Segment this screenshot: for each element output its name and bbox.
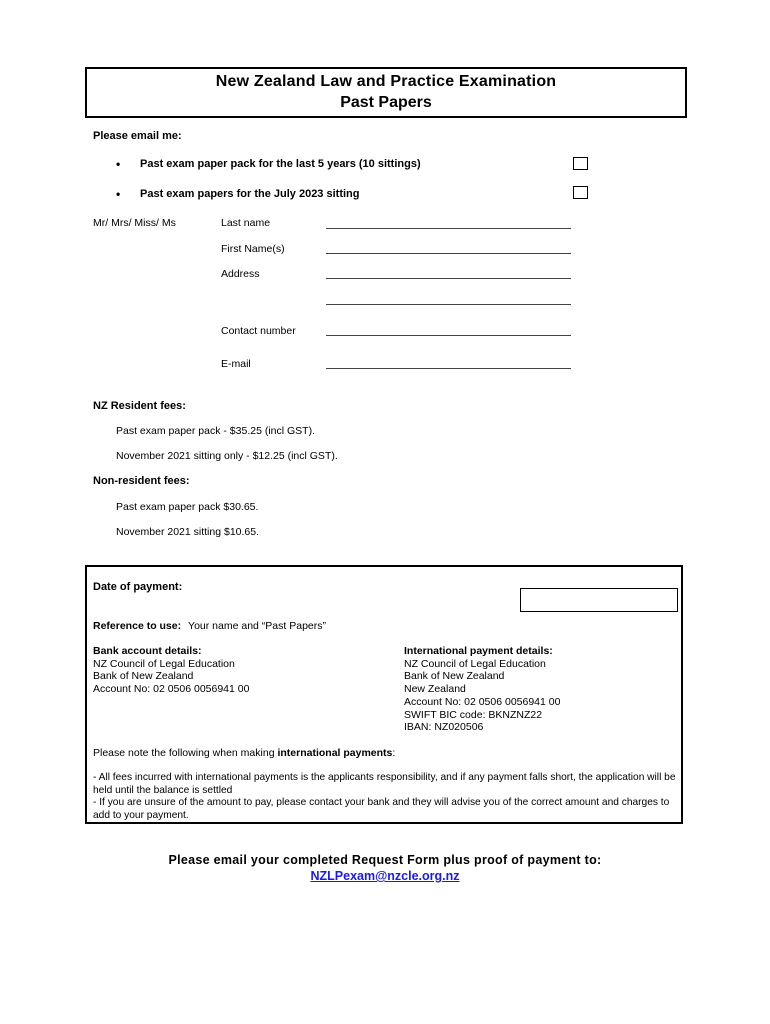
reference-line — [93, 620, 326, 632]
non-resident-fee-pack: Past exam paper pack $30.65. — [116, 501, 259, 513]
international-details-line: Account No: 02 0506 0056941 00 — [404, 695, 561, 708]
nz-fee-pack: Past exam paper pack - $35.25 (incl GST). — [116, 425, 316, 437]
notes-list — [93, 772, 677, 822]
address-field-line-2[interactable] — [326, 304, 571, 305]
contact-number-field[interactable] — [326, 335, 571, 336]
international-details-line: SWIFT BIC code: BKNZNZ22 — [404, 708, 543, 721]
bullet-icon: • — [116, 157, 121, 171]
international-details-heading: International payment details: — [404, 645, 553, 657]
option-july-label: Past exam papers for the July 2023 sitting — [140, 188, 360, 200]
address-label: Address — [221, 268, 260, 280]
contact-email-link[interactable]: NZLPexam@nzcle.org.nz — [310, 869, 460, 883]
international-details-line: NZ Council of Legal Education — [404, 657, 546, 670]
page-title: New Zealand Law and Practice Examination — [215, 73, 557, 90]
note-bold: international payments — [277, 747, 393, 759]
date-of-payment-field[interactable] — [520, 588, 678, 612]
bank-details-heading: Bank account details: — [93, 645, 202, 657]
note-item: - If you are unsure of the amount to pay, please contact your bank and they will advise you of the correct amount and charges to add to your payment. — [93, 797, 670, 821]
international-details-line: New Zealand — [404, 683, 466, 696]
option-july-checkbox[interactable] — [573, 186, 588, 199]
bank-details-line: NZ Council of Legal Education — [93, 657, 235, 670]
email-label: E-mail — [221, 358, 251, 370]
nz-fees-heading: NZ Resident fees: — [93, 400, 186, 412]
footer-instruction: Please email your completed Request Form plus proof of payment to: — [168, 853, 602, 867]
bank-details-line: Bank of New Zealand — [93, 670, 194, 683]
request-intro: Please email me: — [93, 130, 182, 142]
non-resident-fee-sitting: November 2021 sitting $10.65. — [116, 526, 260, 538]
option-pack-checkbox[interactable] — [573, 157, 588, 170]
salutation-label: Mr/ Mrs/ Miss/ Ms — [93, 217, 176, 229]
first-name-label: First Name(s) — [221, 243, 285, 255]
reference-label: Reference to use: — [93, 620, 182, 632]
international-details-line: Bank of New Zealand — [404, 670, 505, 683]
international-details — [404, 645, 674, 734]
last-name-label: Last name — [221, 217, 271, 229]
note-prefix: Please note the following when making — [93, 747, 278, 759]
option-pack-label: Past exam paper pack for the last 5 years (10 sittings) — [140, 158, 421, 170]
non-resident-fees-heading: Non-resident fees: — [93, 475, 190, 487]
date-of-payment-label: Date of payment: — [93, 581, 183, 593]
bank-details — [93, 645, 373, 696]
nz-fee-sitting: November 2021 sitting only - $12.25 (incl GST). — [116, 450, 338, 462]
last-name-field[interactable] — [326, 228, 571, 229]
international-details-line: IBAN: NZ020506 — [404, 721, 484, 734]
international-note — [93, 747, 673, 759]
bullet-icon: • — [116, 187, 121, 201]
page-subtitle: Past Papers — [340, 94, 432, 111]
email-field[interactable] — [326, 368, 571, 369]
title-box — [85, 67, 687, 118]
address-field-line-1[interactable] — [326, 278, 571, 279]
contact-number-label: Contact number — [221, 325, 296, 337]
bank-details-line: Account No: 02 0506 0056941 00 — [93, 683, 250, 696]
reference-value: Your name and “Past Papers” — [188, 620, 326, 632]
note-item: - All fees incurred with international payments is the applicants responsibility, and if any payment falls short, the application will be held until the balance is settled — [93, 772, 676, 796]
note-suffix: : — [392, 747, 396, 759]
first-name-field[interactable] — [326, 253, 571, 254]
